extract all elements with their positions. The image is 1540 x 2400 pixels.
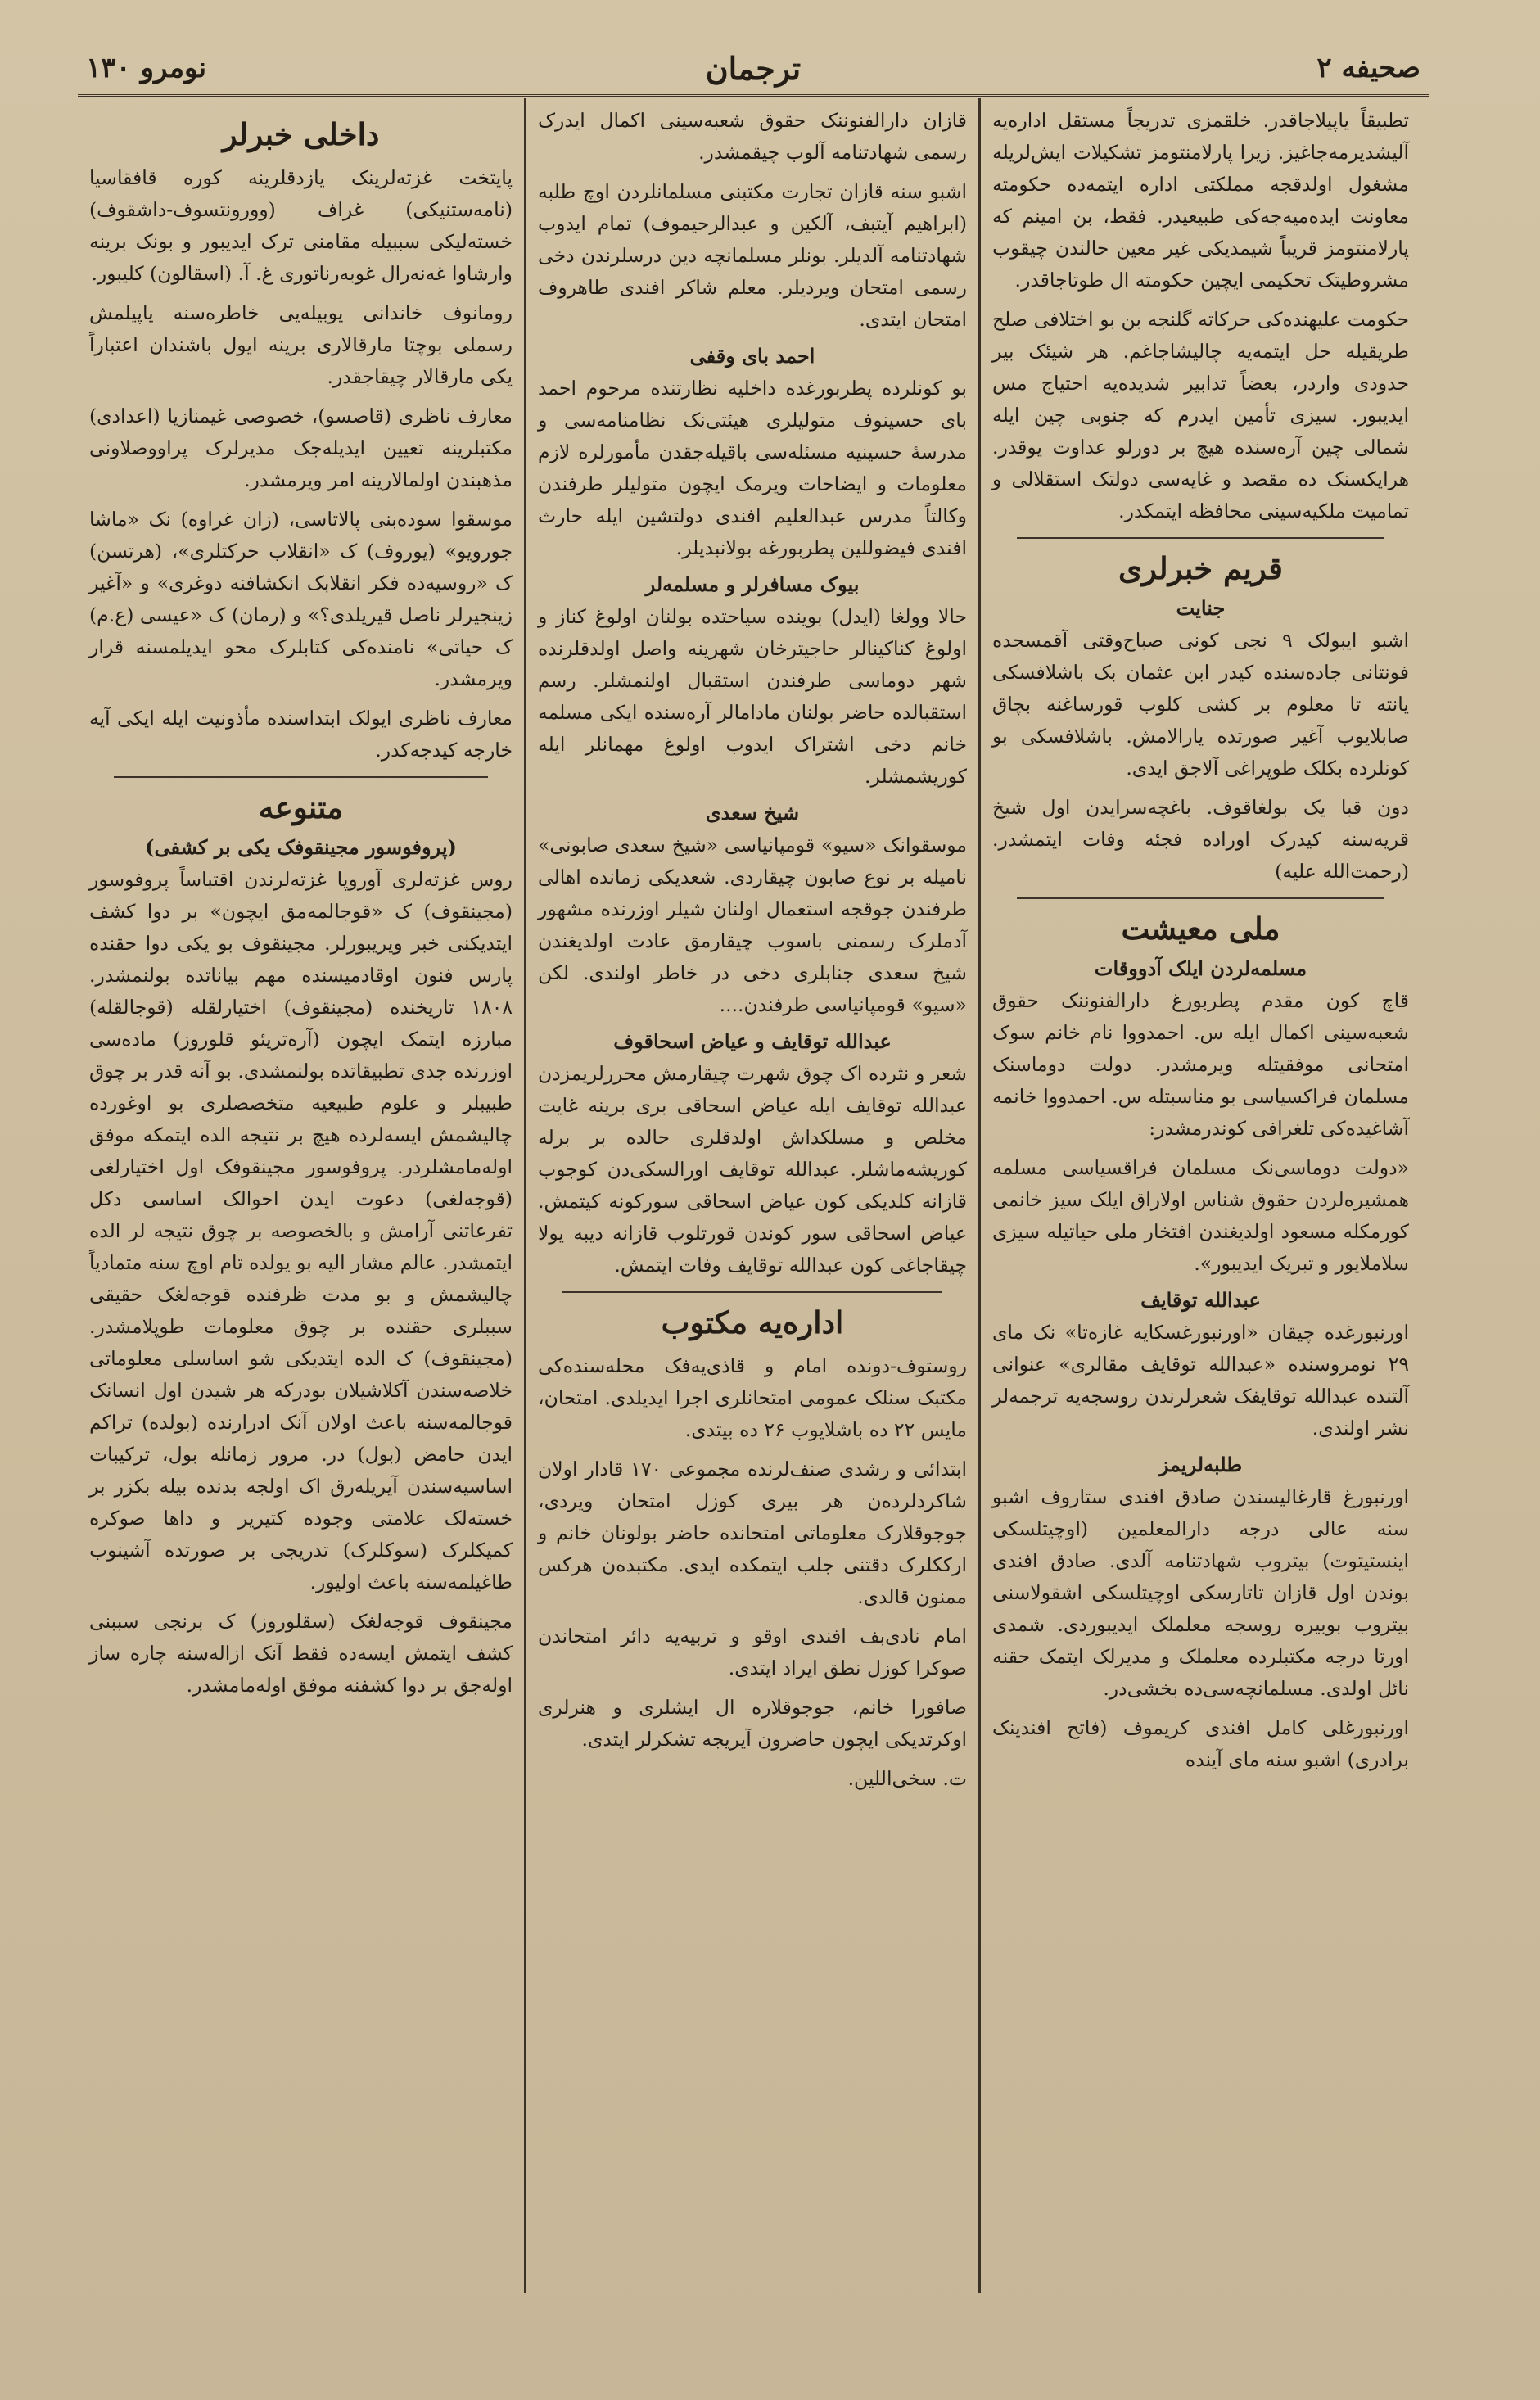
newspaper-title: ترجمان [705, 50, 802, 87]
section-title: داخلی خبرلر [222, 116, 380, 152]
article-text: اشبو ایبولک ۹ نجی کونی صباح‌وقتی آقمسجده فونتانی جاده‌سنده کیدر ابن عثمان بک باشلافسکی یانته تا معلوم بر کشی کلوب قورساغنه بچاق صابلایوب آغیر صورتده یارالامش. باشلافسکی بو کونلرده بکلک طوپراغی آلاجق ایدی. [992, 629, 1409, 780]
article-text: معارف ناظری ایولک ابتداسنده مأذونیت ایله ایکی آیه خارجه کیدجه‌کدر. [89, 707, 513, 762]
divider [114, 776, 488, 778]
signature: ت. سخی‌اللین. [847, 1767, 967, 1790]
article-text: موسقوانک «سیو» قومپانیاسی «شیخ سعدی صابونی» نامیله بر نوع صابون چیقاردی. شعدیکی زمانده اهالی طرفندن جوقجه استعمال اولنان شیلر اوزرنده مشهور آدملرک رسمنی باسوب چیقارمق عادت اولدیغندن شیخ سعدی جنابلری دخی در خاطر اولندی. لکن «سیو» قومپانیاسی طرفندن.... [538, 834, 967, 1016]
article-text: دون قبا یک بولغاقوف. باغچه‌سرایدن اول شیخ قریه‌سنه کیدرک اوراده فجئه وفات ایتمشدر. (رحمت‌الله علیه) [992, 796, 1409, 883]
section-title: ملی معیشت [1121, 911, 1280, 947]
article-text: اورنبورغ قارغالیسندن صادق افندی ستاروف اشبو سنه عالی درجه دارالمعلمین (اوچیتلسکی اینستیتوت) بیتروب شهادتنامه آلدی. صادق افندی بوندن اول قازان تاتارسکی اوچیتلسکی اشقولاسنی بیتروب بوبیره روسجه معلملک ایدیبوردی. شمدی اورتا درجه مکتبلرده معلملک و مدیرلک ایتمک حقنه نائل اولدی. مسلمانچه‌سی‌ده بخشی‌در. [992, 1485, 1409, 1700]
page-header [78, 45, 1429, 97]
divider [1017, 537, 1384, 539]
issue-number: نومرو ۱۳۰ [86, 52, 207, 84]
article-text: موسقوا سوده‌بنی پالاتاسی، (زان غراوه) نک «ماشا جورویو» (یوروف) ک «انقلاب حرکتلری»، (هرتسن) ک «روسیه‌ده فکر انقلابک انکشافنه دوغری» و «آغیر زینجیرلر ناصل قیریلدی؟» و (رمان) ک «عیسی (ع.م) ک حیاتی» نامنده‌کی کتابلرک محو ایدیلمسنه قرار ویرمشدر. [89, 508, 513, 690]
divider [1017, 897, 1384, 899]
article-text: بو کونلرده پطربورغده داخلیه نظارتنده مرحوم احمد بای حسینوف متولیلری هیئتی‌نک نظامنامه‌سی و مدرسهٔ حسینیه مسئله‌سی باقیله‌جقدن مأمورلره لازم معلومات و ایضاحات ویرمک ایچون متولیلر طرفندن وکالتاً مدرس عبدالعلیم افندی دولتشین ایله حارث افندی فیضوللین پطربورغه بولانبدیلر. [538, 377, 967, 559]
article-text: اورنبورغده چیقان «اورنبورغسکایه غازه‌تا» نک مای ۲۹ نومروسنده «عبدالله توقایف مقالری» عنوانی آلتنده عبدالله توقایفک شعرلرندن روسجه‌یه ترجمه‌لر نشر اولندی. [992, 1321, 1409, 1440]
article-text: پایتخت غزته‌لرینک یازدقلرینه کوره قافقاسیا (نامه‌ستنیکی) غراف (وورونتسوف-داشقوف) خسته‌لیکی سببیله مقامنی ترک ایدیبور و بونک برینه وارشاوا غه‌نه‌رال غوبه‌رناتوری غ. آ. (اسقالون) کلیبور. [89, 166, 513, 285]
column-middle [524, 98, 978, 2293]
subsection-title: مسلمه‌لردن ایلک آدووقات [1094, 956, 1307, 980]
article-text: «دولت دوماسی‌نک مسلمان فراقسیاسی مسلمه همشیره‌لردن حقوق شناس اولاراق ایلک سیز خانمی کورمکله مسعود اولدیغندن افتخار ملی حیاتیله سیزی سلاملایور و تبریک ایدیبور». [992, 1156, 1409, 1275]
subsection-title: (پروفوسور مجینقوفک یکی بر کشفی) [145, 835, 457, 859]
article-text: قازان دارالفنوننک حقوق شعبه‌سینی اکمال ایدرک رسمی شهادتنامه آلوب چیقمشدر. [538, 109, 967, 164]
article-text: امام نادی‌بف افندی اوقو و تربیه‌یه دائر امتحاندن صوکرا کوزل نطق ایراد ایتدی. [538, 1625, 967, 1679]
article-text: روستوف-دونده امام و قاذی‌یه‌فک محله‌سنده‌کی مکتبک سنلک عمومی امتحانلری اجرا ایدیلدی. امتحان، مایس ۲۲ ده باشلایوب ۲۶ ده بیتدی. [538, 1354, 967, 1441]
article-text: تطبیقاً یاپیلاجاقدر. خلقمزی تدریجاً مستقل اداره‌یه آلیشدیرمه‌جاغیز. زیرا پارلامنتومز تشکیلات ایش‌لریله مشغول اولدقجه مملکتی اداره ایتمه‌ده حکومته معاونت ایده‌میه‌جه‌کی طبیعیدر. فقط، بن امینم که پارلامنتومز قریباً شیمدیکی غیر معین حالندن چیقوب مشروطیتک تحکیمی ایچین حکومته ال طوتاجاقدر. [992, 109, 1409, 292]
column-left [78, 98, 524, 2293]
article-text: صافورا خانم، جوجوقلاره ال ایشلری و هنرلری اوکرتدیکی ایچون حاضرون آیریجه تشکرلر ایتدی. [538, 1696, 967, 1751]
divider [562, 1291, 942, 1293]
subsection-title: عبدالله توقایف [1140, 1288, 1261, 1312]
article-text: حالا وولغا (ایدل) بوینده سیاحتده بولنان اولوغ کناز و اولوغ کناکینالر حاجیترخان شهرینه واصل اولدقلرنده شهر دوماسی طرفندن استقبال اولنمشلر. رسم استقبالده حاضر بولنان مادامالر آره‌سنده ایکی مسلمه خانم دخی اشتراک ایدوب اولوغ مهمانلر ایله کوریشمشلر. [538, 605, 967, 788]
article-text: رومانوف خاندانی یوبیله‌یی خاطره‌سنه یاپیلمش رسملی بوچتا مارقالاری برینه ایول باشندان اعتباراً یکی مارقالار چیقاجقدر. [89, 301, 513, 388]
column-right [978, 98, 1420, 2293]
article-text: قاچ کون مقدم پطربورغ دارالفنوننک حقوق شعبه‌سینی اکمال ایله س. احمدووا نام خانم سوک امتحانی موفقیتله ویرمشدر. دولت دوماسنک مسلمان فراکسیاسی بو مناسبتله س. احمدووا خانمه آشاغیده‌کی تلغرافی کوندرمشدر: [992, 989, 1409, 1140]
subsection-title: شیخ سعدی [705, 801, 800, 825]
section-title: متنوعه [258, 789, 344, 825]
subsection-title: طلبه‌لریمز [1158, 1453, 1243, 1476]
subsection-title: عبدالله توقایف و عیاض اسحاقوف [613, 1029, 892, 1053]
article-text: شعر و نثرده اک چوق شهرت چیقارمش محررلریمزدن عبدالله توقایف ایله عیاض اسحاقی بری برینه غایت مخلص و مسلکداش اولدقلری حالده بر برله کوریشه‌ماشلر. عبدالله توقایف اورالسکی‌دن کوجوب قازانه کلدیکی کون عیاض اسحاقی سورکونه کیتمش. عیاض اسحاقی سور کوندن قورتلوب قازانه دیبه یولا چیقاجاغی کون عبدالله توقایف وفات ایتمش. [538, 1062, 967, 1277]
subsection-title: بیوک مسافرلر و مسلمه‌لر [645, 572, 860, 596]
subsection-title: جنایت [1176, 596, 1226, 620]
article-text: روس غزته‌لری آوروپا غزته‌لرندن اقتباساً پروفوسور (مجینقوف) ک «قوجالمه‌مق ایچون» بر دوا کشف ایتدیکنی خبر ویریبورلر. مجینقوف بو یکی دوا حقنده پارس فنون اوقادمیسنده مهم بیاناتده بولنمشدر. ۱۸۰۸ تاریخنده (مجینقوف) اختیارلقله (قوجالقله) مبارزه ایتمک ایچون (آره‌تریئو قلوروز) ماده‌سی اوزرنده جدی تطبیقاتده بولنمشدی. بو آنه قدر بر چوق طبیبلر و علوم طبیعیه متخصصلری بو اوغورده چالیشمش ایسه‌لرده هیچ بر نتیجه الده ایتمکه موفق اوله‌مامشلردر. پروفوسور مجینقوفک اول اختیارلغی (قوجه‌لغی) دعوت ایدن احوالک اساسی دکل تفرعاتنی آرامش و بالخصوصه بر چوق نتیجه لر الده ایتمشدر. عالم مشار الیه بو یولده تام اوچ سنه متمادیاً چالیشمش و بو مدت ظرفنده قوجه‌لغک حقیقی سببلری حقنده بر چوق معلومات طوپلامشدر. (مجینقوف) ک الده ایتدیکی شو اساسلی معلوماتی خلاصه‌سندن آکلاشیلان بودرکه هر شیدن اول انسانک قوجالمه‌سنه باعث اولان آنک ادرارنده (بولده) تراکم ایدن حامض (بول) در. مرور زمانله بول، ترکیبات اساسیه‌سندن آیریله‌رق اک اولجه بدنده بیله بکزر بر خسته‌لک علامتی وجوده کتیریر و داها صوکره کمیکلرک (سوکلرک) تدریجی بر صورتده آشینوب طاغیلمه‌سنه باعث اولیور. [89, 868, 513, 1593]
article-text: اشبو سنه قازان تجارت مکتبنی مسلمانلردن اوچ طلبه (ابراهیم آیتبف، آلکین و عبدالرحیموف) تمام ایدوب شهادتنامه آلدیلر. بونلر مسلمانچه دین درسلرندن دخی رسمی امتحان ویردیلر. معلم شاکر افندی طاهروف امتحان ایتدی. [538, 180, 967, 331]
subsection-title: احمد بای وقفی [689, 344, 815, 368]
section-title: قریم خبرلری [1118, 550, 1283, 586]
section-title: اداره‌یه مکتوب [661, 1304, 844, 1340]
page-number: صحیفه ۲ [1316, 52, 1420, 84]
article-text: حکومت علیهنده‌کی حرکاته گلنجه بن بو اختلافی صلح طریقیله حل ایتمه‌یه چالیشاجاغم. هر شیئک بیر حدودی واردر، بعضاً تدابیر شدیده‌یه احتیاج مس ایدیبور. سیزی تأمین ایدرم که جنوبی چین ایله شمالی چین آره‌سنده هیچ بر دورلو عداوت یوقدر. هرایکسنک ده مقصد و غایه‌سی دولتک استقلالی و تمامیت ملکیه‌سینی محافظه ایتمکدر. [992, 308, 1409, 522]
article-text: ابتدائی و رشدی صنف‌لرنده مجموعی ۱۷۰ قادار اولان شاکردلرده‌ن هر بیری کوزل امتحان ویردی، جوجوقلارک معلوماتی امتحانده حاضر بولونان خانم و ارککلرک دقتنی جلب ایتمکده ایدی. مکتبده‌ن هرکس ممنون قالدی. [538, 1458, 967, 1608]
article-text: مجینقوف قوجه‌لغک (سقلوروز) ک برنجی سببنی کشف ایتمش ایسه‌ده فقط آنک ازاله‌سنه چاره ساز اوله‌جق بر دوا کشفنه موفق اوله‌مامشدر. [89, 1610, 513, 1697]
article-text: اورنبورغلی کامل افندی کریموف (فاتح افندینک برادری) اشبو سنه مای آینده [992, 1716, 1409, 1771]
article-text: معارف ناظری (قاصسو)، خصوصی غیمنازیا (اعدادی) مکتبلرینه تعیین ایدیله‌جک مدیرلرک پراووصلاونی مذهبندن اولمالارینه امر ویرمشدر. [89, 405, 513, 491]
